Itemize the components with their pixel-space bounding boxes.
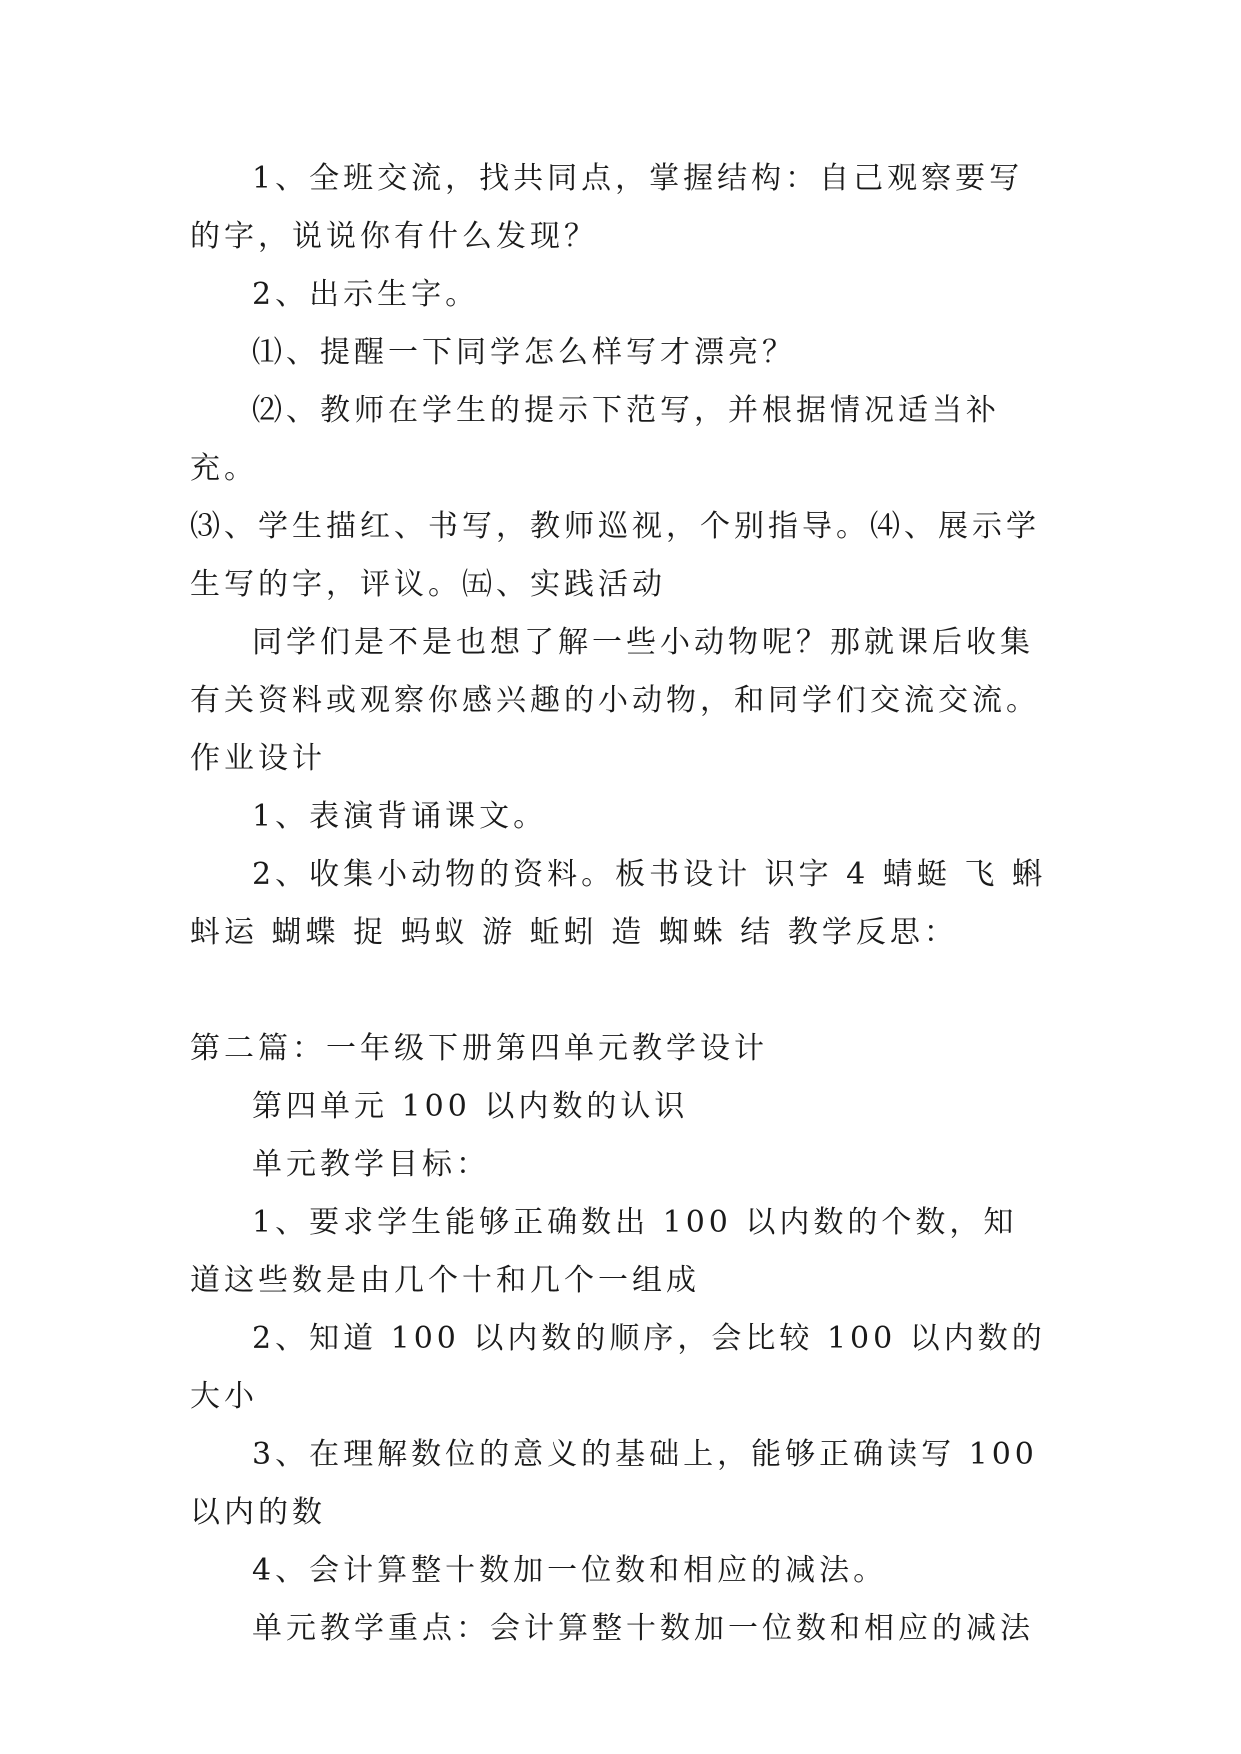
unit-title: 第四单元 100 以内数的认识 — [252, 1089, 689, 1124]
goal-2: 2、知道 100 以内数的顺序，会比较 100 以内数的大小 — [190, 1321, 1046, 1414]
paragraph-3: ⑴、提醒一下同学怎么样写才漂亮？ — [252, 335, 796, 370]
goal-3: 3、在理解数位的意义的基础上，能够正确读写 100 以内的数 — [190, 1437, 1038, 1530]
paragraph-1: 1、全班交流，找共同点，掌握结构：自己观察要写的字，说说你有什么发现？ — [190, 161, 1024, 254]
paragraph-8: 2、收集小动物的资料。板书设计 识字 4 蜻蜓 飞 蝌蚪运 蝴蝶 捉 蚂蚁 游 蚯蚓 造 蜘蛛 结 教学反思： — [190, 857, 1046, 950]
unit-goals-heading: 单元教学目标： — [252, 1147, 490, 1182]
unit-key-point: 单元教学重点：会计算整十数加一位数和相应的减法 — [252, 1611, 1034, 1646]
goal-1: 1、要求学生能够正确数出 100 以内数的个数，知道这些数是由几个十和几个一组成 — [190, 1205, 1018, 1298]
goal-4: 4、会计算整十数加一位数和相应的减法。 — [252, 1553, 888, 1588]
paragraph-5: ⑶、学生描红、书写，教师巡视，个别指导。⑷、展示学生写的字，评议。㈤、实践活动 — [190, 509, 1040, 602]
section-gap — [190, 962, 1050, 1020]
document-body — [190, 150, 1050, 1658]
paragraph-4: ⑵、教师在学生的提示下范写，并根据情况适当补充。 — [190, 393, 1000, 486]
section-heading: 第二篇：一年级下册第四单元教学设计 — [190, 1031, 768, 1066]
paragraph-7: 1、表演背诵课文。 — [252, 799, 548, 834]
paragraph-2: 2、出示生字。 — [252, 277, 480, 312]
paragraph-6: 同学们是不是也想了解一些小动物呢？那就课后收集有关资料或观察你感兴趣的小动物，和同学们交流交流。作业设计 — [190, 625, 1040, 776]
